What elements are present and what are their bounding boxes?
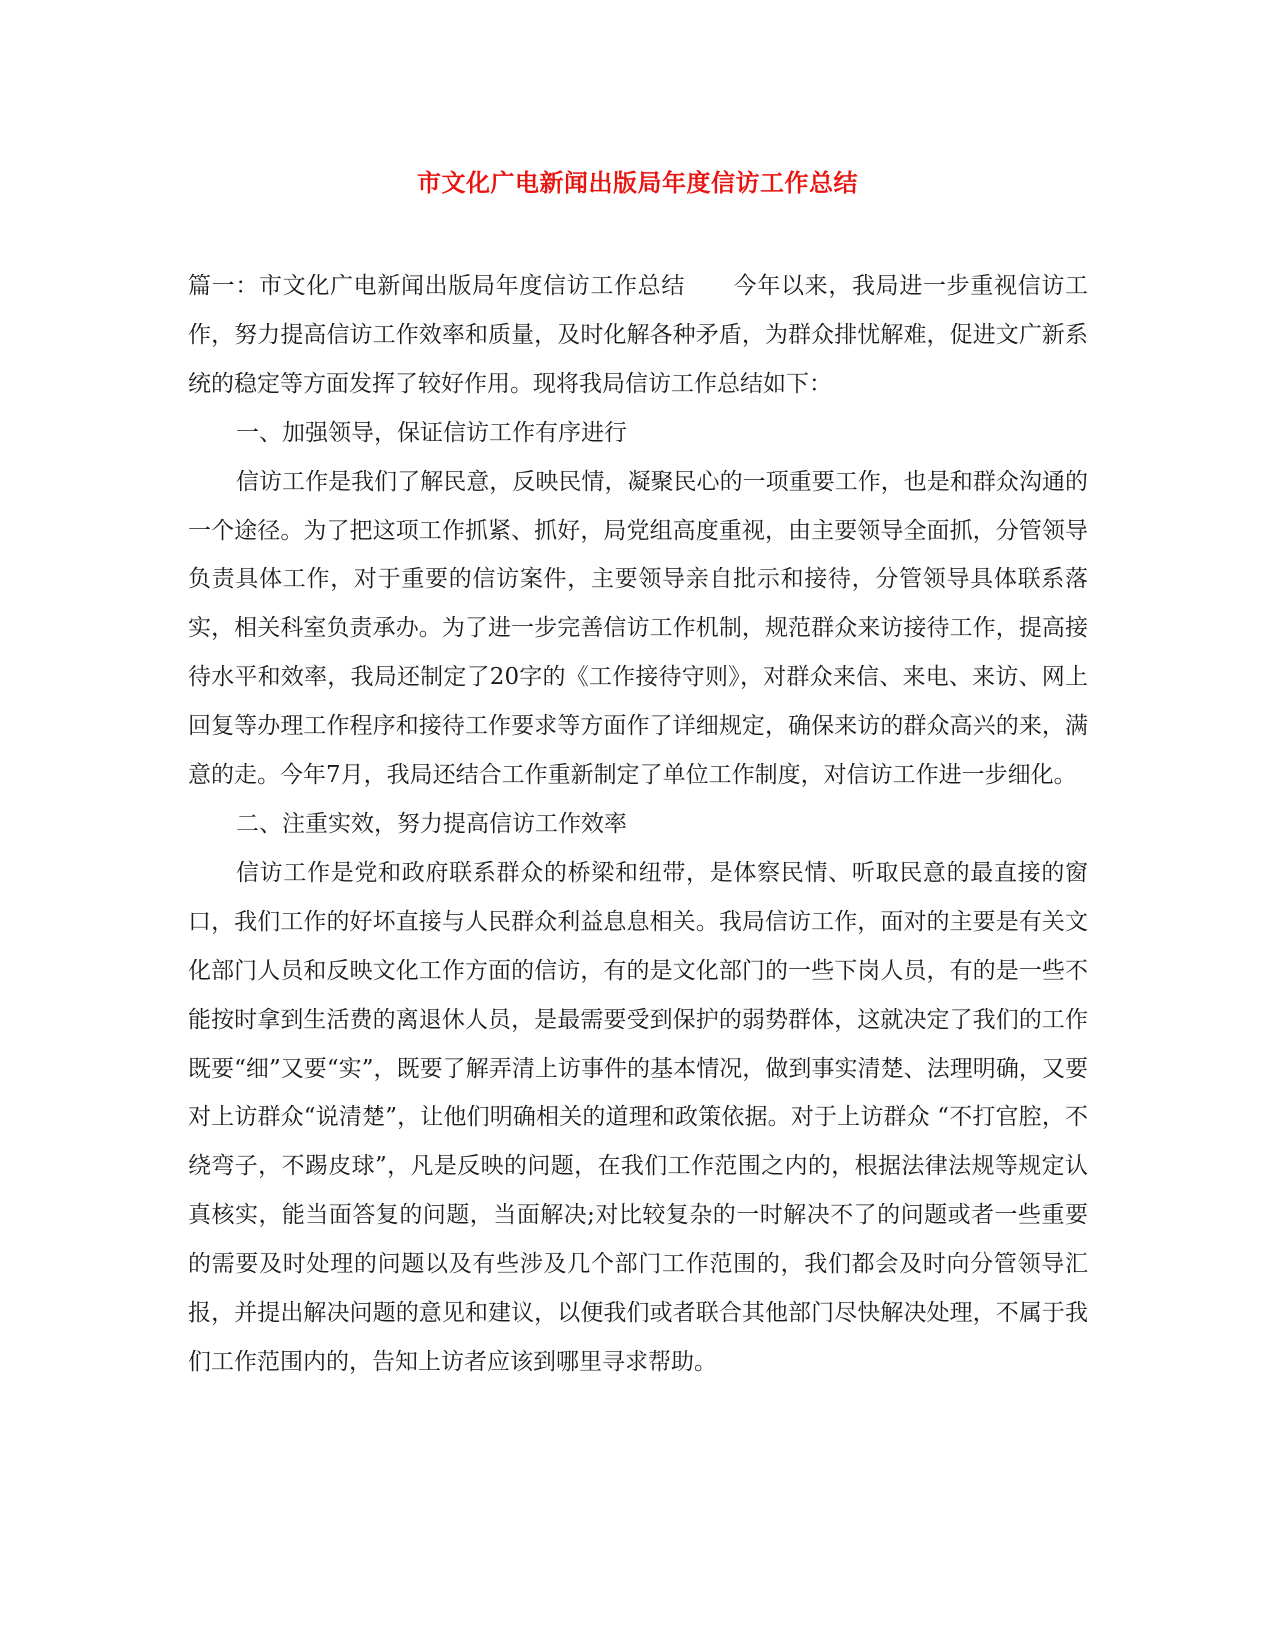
section1-heading: 一、加强领导，保证信访工作有序进行 (236, 419, 627, 446)
section2-paragraph: 信访工作是党和政府联系群众的桥梁和纽带，是体察民情、听取民意的最直接的窗口，我们工作的好坏直接与人民群众利益息息相关。我局信访工作，面对的主要是有关文化部门人员和反映文化工作方面的信访，有的是文化部门的一些下岗人员，有的是一些不能按时拿到生活费的离退休人员，是最需要受到保护的弱势群体，这就决定了我们的工作既要“细”又要“实”，既要了解弄清上访事件的基本情况，做到事实清楚、法理明确，又要对上访群众“说清楚”，让他们明确相关的道理和政策依据。对于上访群众 “不打官腔，不绕弯子，不踢皮球”，凡是反映的问题，在我们工作范围之内的，根据法律法规等规定认真核实，能当面答复的问题，当面解决;对比较复杂的一时解决不了的问题或者一些重要的需要及时处理的问题以及有些涉及几个部门工作范围的，我们都会及时向分管领导汇报，并提出解决问题的意见和建议，以便我们或者联合其他部门尽快解决处理，不属于我们工作范围内的，告知上访者应该到哪里寻求帮助。 (188, 859, 1088, 1375)
section1-paragraph: 信访工作是我们了解民意，反映民情，凝聚民心的一项重要工作，也是和群众沟通的一个途径。为了把这项工作抓紧、抓好，局党组高度重视，由主要领导全面抓，分管领导负责具体工作，对于重要的信访案件，主要领导亲自批示和接待，分管领导具体联系落实，相关科室负责承办。为了进一步完善信访工作机制，规范群众来访接待工作，提高接待水平和效率，我局还制定了20字的《工作接待守则》，对群众来信、来电、来访、网上回复等办理工作程序和接待工作要求等方面作了详细规定，确保来访的群众高兴的来，满意的走。今年7月，我局还结合工作重新制定了单位工作制度，对信访工作进一步细化。 (188, 468, 1088, 789)
intro-paragraph (188, 262, 1088, 409)
document-body (188, 262, 1088, 1387)
section2-heading: 二、注重实效，努力提高信访工作效率 (236, 810, 627, 837)
intro-text: 今年以来，我局进一步重视信访工作，努力提高信访工作效率和质量，及时化解各种矛盾，为群众排忧解难，促进文广新系统的稳定等方面发挥了较好作用。现将我局信访工作总结如下： (188, 273, 1089, 397)
document-title: 市文化广电新闻出版局年度信访工作总结 (417, 168, 858, 197)
intro-label: 篇一：市文化广电新闻出版局年度信访工作总结 (188, 273, 685, 299)
